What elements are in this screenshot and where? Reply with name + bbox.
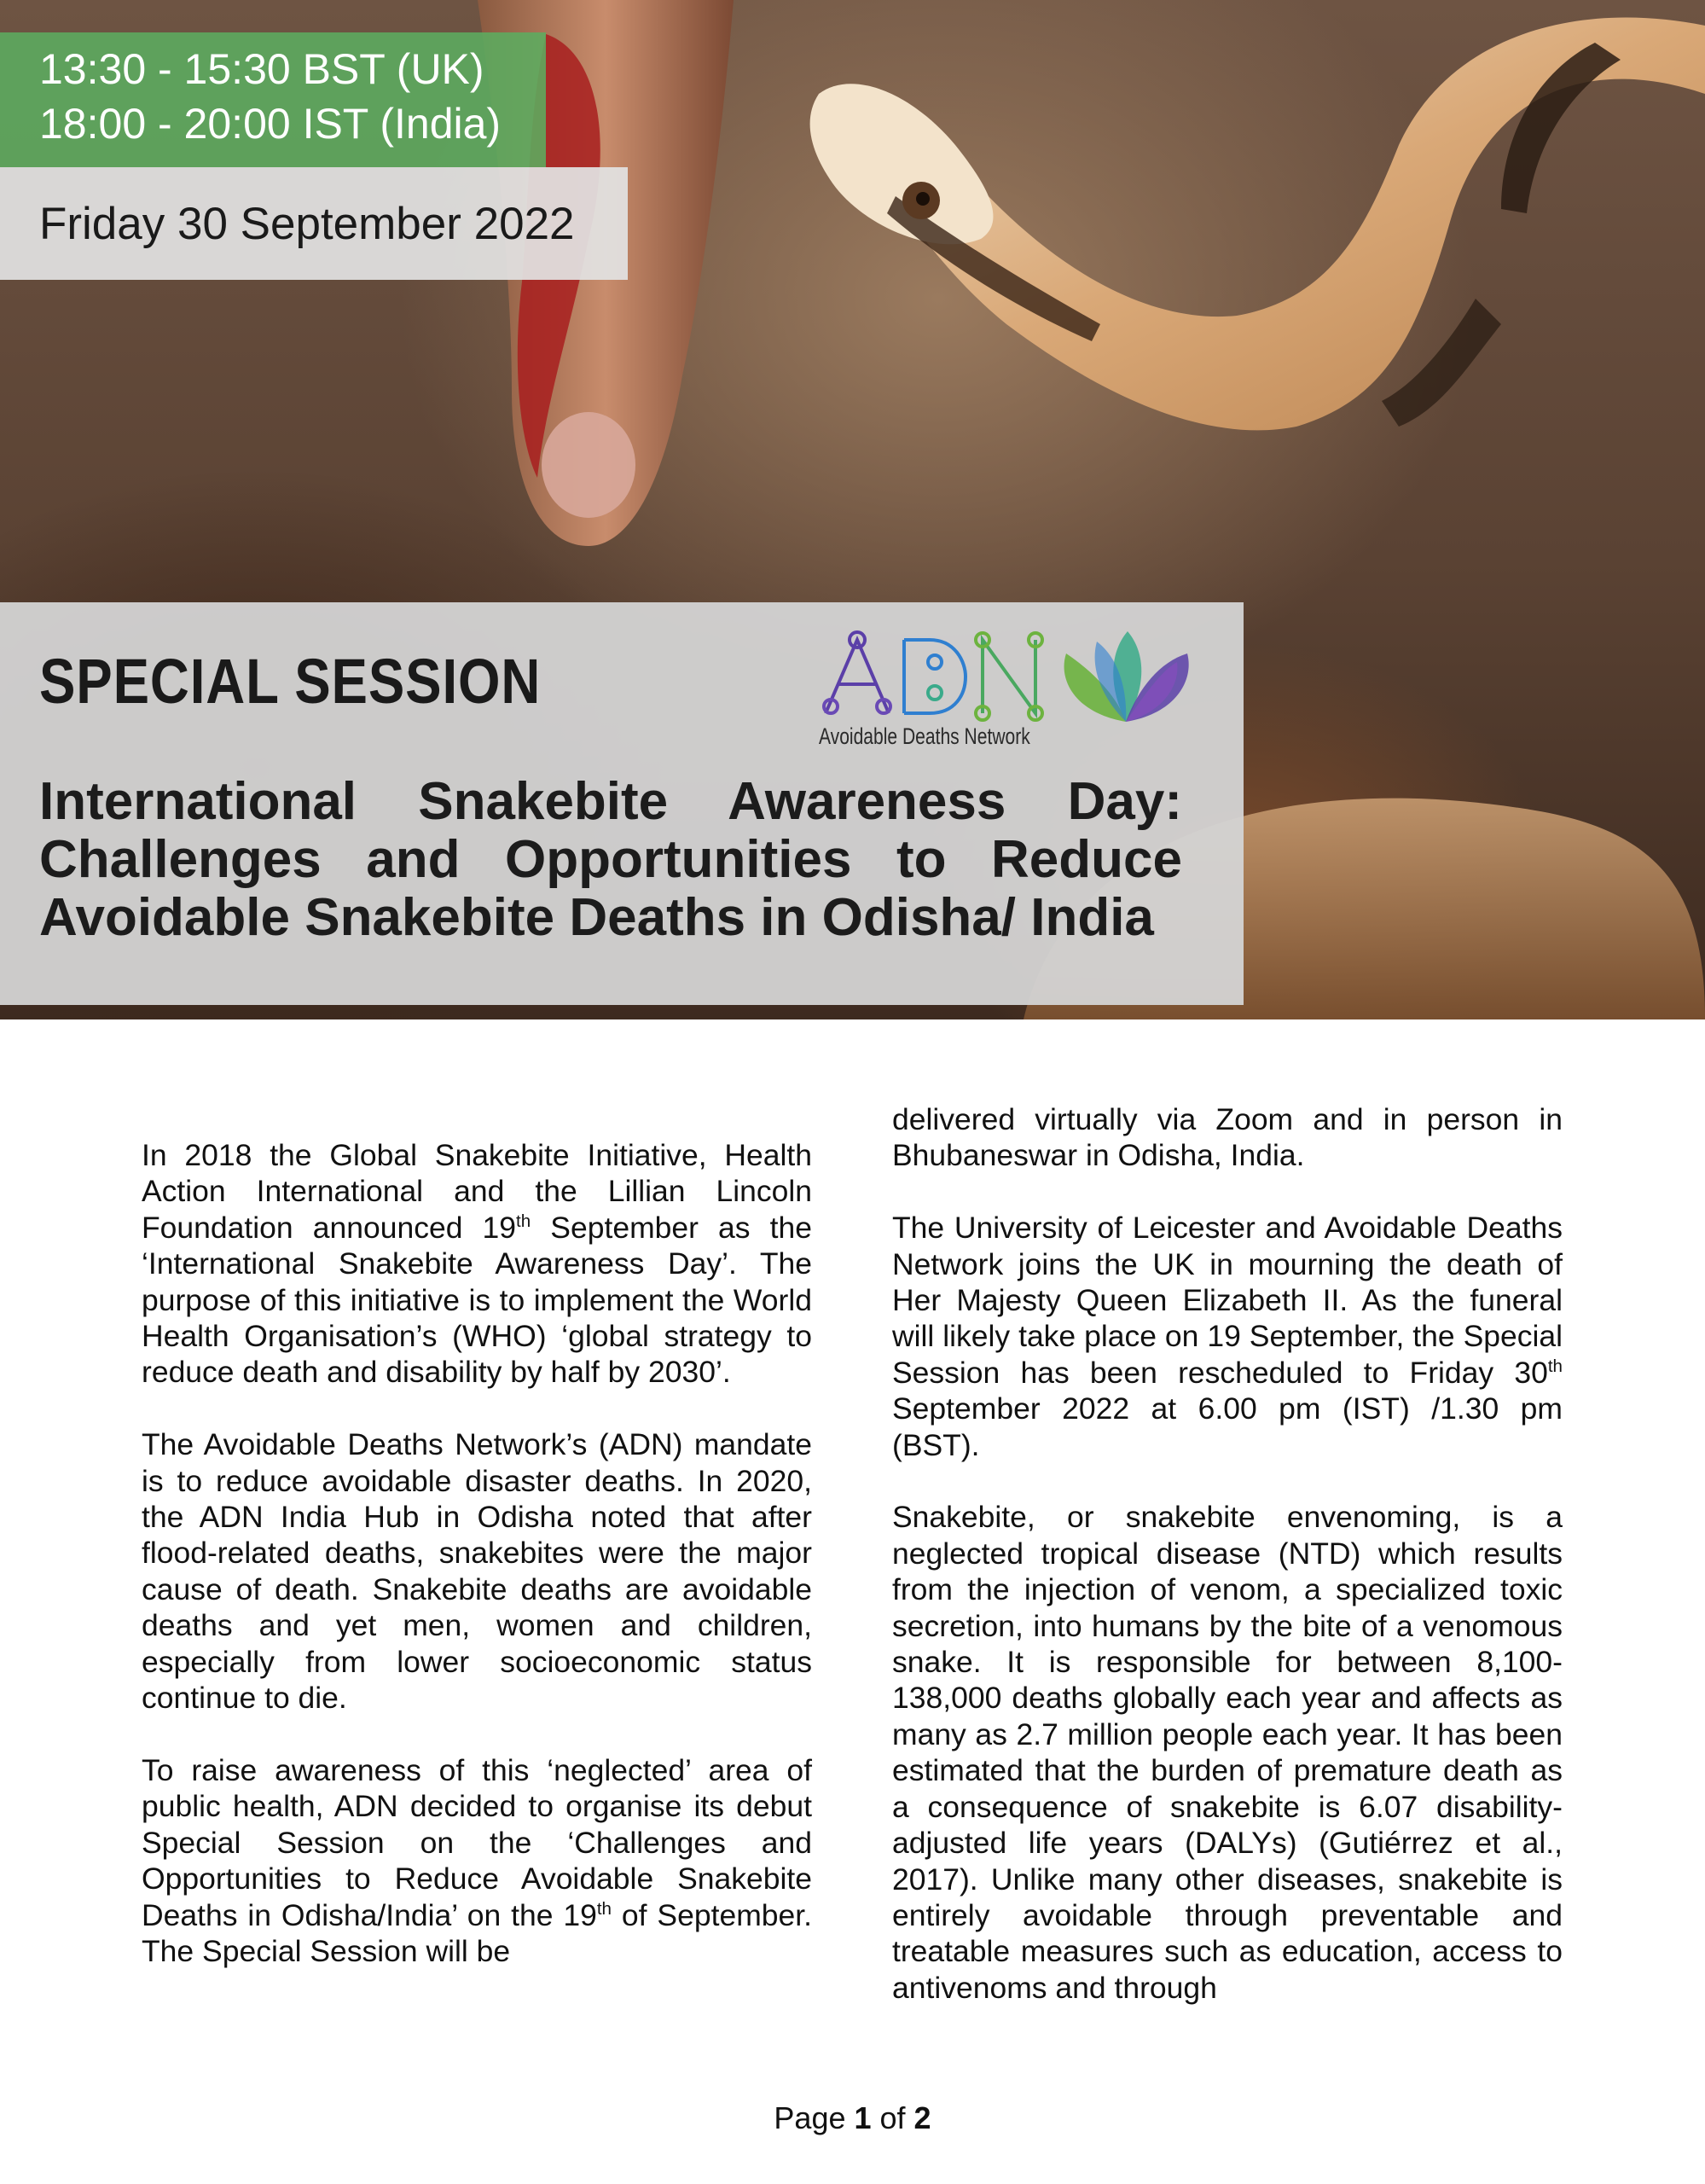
session-label: SPECIAL SESSION <box>39 646 542 717</box>
paragraph: The Avoidable Deaths Network’s (ADN) mandate is to reduce avoidable disaster deaths. In 2020, the ADN India Hub in Odisha noted that after flood-related deaths, snakebites were the major cause of death. Snakebite deaths are avoidable deaths and yet men, women and children, especially from lower socioeconomic status continue to die. <box>142 1427 812 1716</box>
page-number: Page 1 of 2 <box>774 2100 931 2135</box>
time-banner <box>0 32 546 167</box>
left-column <box>142 1137 812 1969</box>
hero-banner <box>0 0 1705 1019</box>
date-banner <box>0 167 628 280</box>
paragraph: delivered virtually via Zoom and in person in Bhubaneswar in Odisha, India. <box>892 1102 1563 1173</box>
adn-logo-mark <box>819 628 1194 726</box>
adn-logo <box>819 628 1194 756</box>
paragraph: Snakebite, or snakebite envenoming, is a neglected tropical disease (NTD) which results from the injection of venom, a specialized toxic secretion, into humans by the bite of a venomous snake. It is responsible for between 8,100-138,000 deaths globally each year and affects as many as 2.7 million people each year. It has been estimated that the burden of premature death as a consequence of snakebite is 6.07 disability-adjusted life years (DALYs) (Gutiérrez et al., 2017). Unlike many other diseases, snakebite is entirely avoidable through preventable and treatable measures such as education, access to antivenoms and through <box>892 1500 1563 2005</box>
adn-logo-caption: Avoidable Deaths Network <box>819 723 1030 749</box>
time-uk: 13:30 - 15:30 BST (UK) <box>39 45 484 93</box>
session-panel <box>0 602 1244 1005</box>
event-date: Friday 30 September 2022 <box>39 199 575 249</box>
session-title: International Snakebite Awareness Day: Challenges and Opportunities to Reduce Avoidable Snakebite Deaths in Odisha/ India <box>39 772 1182 947</box>
fingernail <box>542 412 635 518</box>
paragraph: In 2018 the Global Snakebite Initiative, Health Action International and the Lillian Lincoln Foundation announced 19th September as the ‘International Snakebite Awareness Day’. The purpose of this initiative is to implement the World Health Organisation’s (WHO) ‘global strategy to reduce death and disability by half by 2030’. <box>142 1138 812 1390</box>
time-india: 18:00 - 20:00 IST (India) <box>39 100 502 148</box>
right-column <box>892 1101 1563 2006</box>
paragraph: To raise awareness of this ‘neglected’ area of public health, ADN decided to organise its debut Special Session on the ‘Challenges and Opportunities to Reduce Avoidable Snakebite Deaths in Odisha/India’ on the 19th of September. The Special Session will be <box>142 1752 812 1968</box>
paragraph: The University of Leicester and Avoidable Deaths Network joins the UK in mourning the death of Her Majesty Queen Elizabeth II. As the funeral will likely take place on 19 September, the Special Session has been rescheduled to Friday 30th September 2022 at 6.00 pm (IST) /1.30 pm (BST). <box>892 1211 1563 1462</box>
